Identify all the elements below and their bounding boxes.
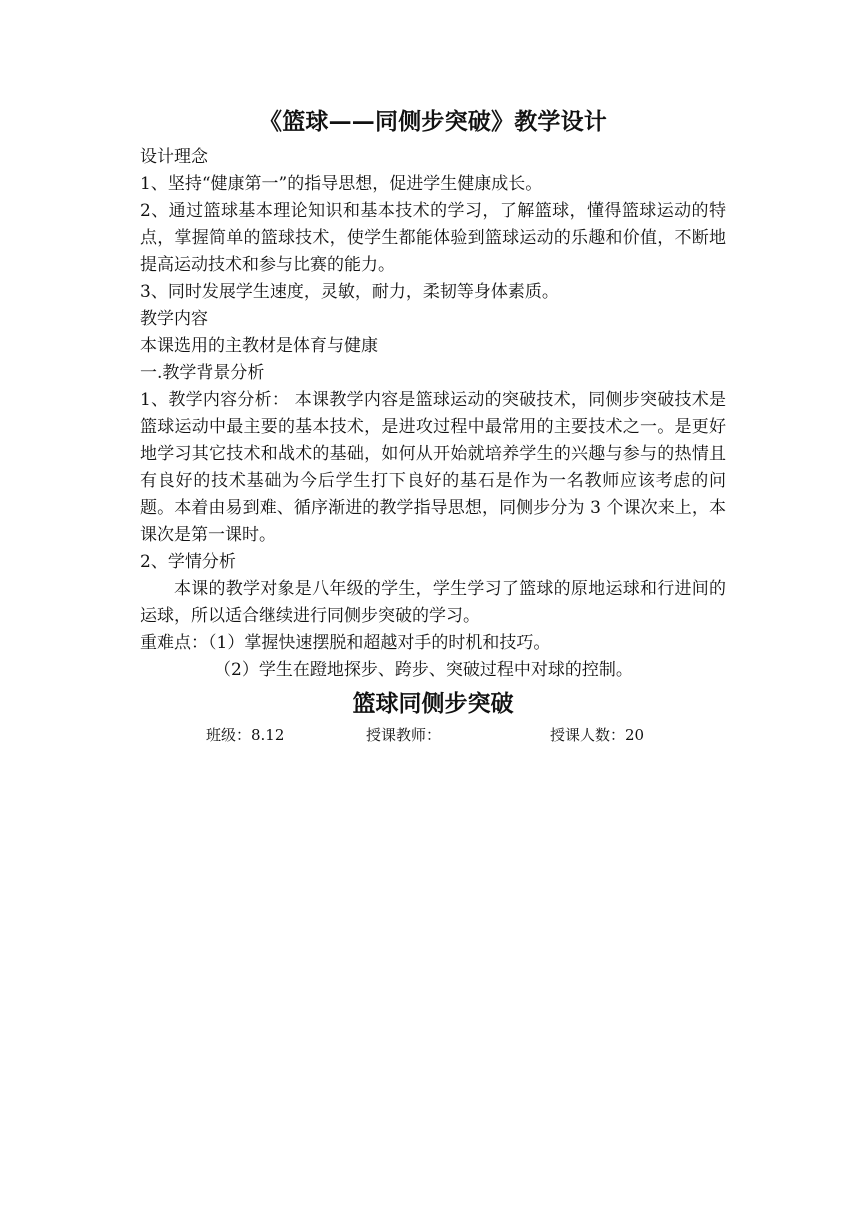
lesson-info-row	[140, 724, 726, 746]
content-text: 本课选用的主教材是体育与健康	[140, 336, 378, 356]
section-background-heading: 一.教学背景分析	[140, 363, 265, 383]
key-points-line-2: （2）学生在蹬地探步、跨步、突破过程中对球的控制。	[214, 660, 633, 680]
design-item-2: 2、通过篮球基本理论知识和基本技术的学习，了解篮球，懂得篮球运动的特点，掌握简单的篮球技术，使学生都能体验到篮球运动的乐趣和价值，不断地提高运动技术和参与比赛的能力。	[140, 201, 726, 275]
section-design-heading: 设计理念	[140, 147, 208, 167]
section-students-heading: 2、学情分析	[140, 552, 236, 572]
design-item-3: 3、同时发展学生速度，灵敏，耐力，柔韧等身体素质。	[140, 282, 559, 302]
key-points-line-1: 重难点：（1）掌握快速摆脱和超越对手的时机和技巧。	[140, 633, 551, 653]
document-title: 《篮球——同侧步突破》教学设计	[259, 108, 607, 135]
lesson-title: 篮球同侧步突破	[352, 690, 514, 717]
students-paragraph: 本课的教学对象是八年级的学生，学生学习了篮球的原地运球和行进间的运球，所以适合继续进行同侧步突破的学习。	[140, 579, 726, 626]
document-content	[140, 106, 726, 746]
design-item-1: 1、坚持“健康第一”的指导思想，促进学生健康成长。	[140, 174, 543, 194]
class-label: 班级：8.12	[206, 726, 285, 744]
teacher-label: 授课教师：	[366, 726, 442, 744]
student-count-label: 授课人数：20	[550, 726, 645, 744]
section-content-heading: 教学内容	[140, 309, 208, 329]
analysis-content-paragraph: 1、教学内容分析： 本课教学内容是篮球运动的突破技术，同侧步突破技术是篮球运动中最主要的基本技术，是进攻过程中最常用的主要技术之一。是更好地学习其它技术和战术的基础，如何从开始就培养学生的兴趣与参与的热情且有良好的技术基础为今后学生打下良好的基石是作为一名教师应该考虑的问题。本着由易到难、循序渐进的教学指导思想，同侧步分为 3 个课次来上，本课次是第一课时。	[140, 390, 726, 545]
